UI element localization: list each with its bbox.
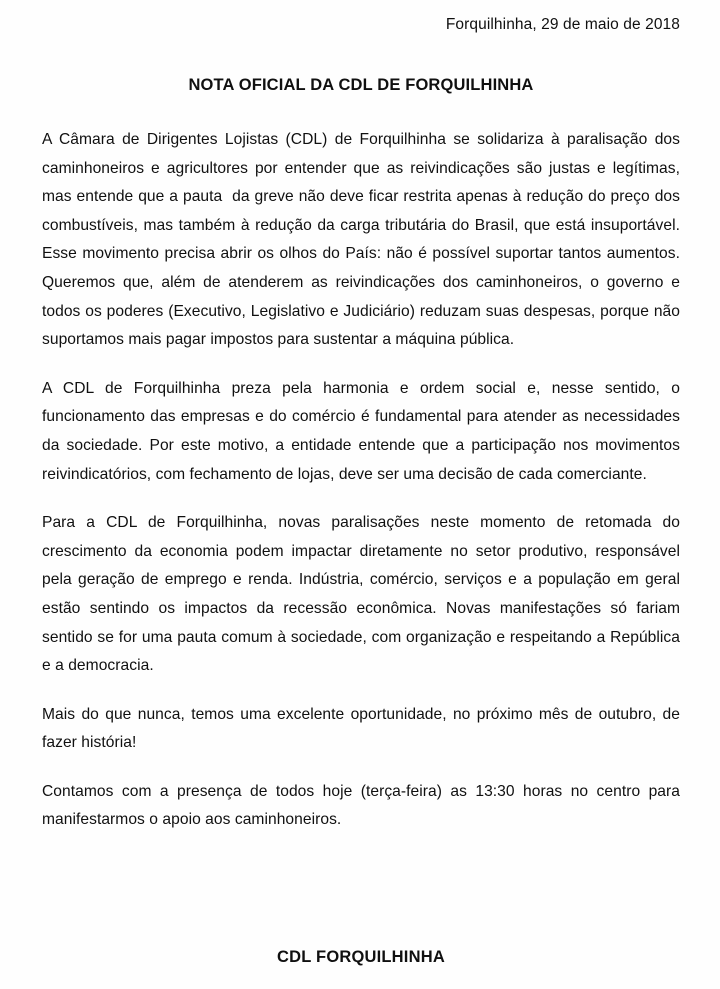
paragraph: Mais do que nunca, temos uma excelente oportunidade, no próximo mês de outubro, de fazer história! xyxy=(42,705,685,752)
document-text-column xyxy=(42,0,685,989)
paragraph: Contamos com a presença de todos hoje (terça-feira) as 13:30 horas no centro para manifestarmos o apoio aos caminhoneiros. xyxy=(42,782,685,829)
paragraph: A Câmara de Dirigentes Lojistas (CDL) de Forquilhinha se solidariza à paralisação dos caminhoneiros e agricultores por entender que as reivindicações são justas e legítimas, mas entende que a pauta da greve não deve ficar restrita apenas à redução do preço dos combustíveis, mas também à redução da carga tributária do Brasil, que está insuportável. Esse movimento precisa abrir os olhos do País: não é possível suportar tantos aumentos. Queremos que, além de atenderem as reivindicações dos caminhoneiros, o governo e todos os poderes (Executivo, Legislativo e Judiciário) reduzam suas despesas, porque não suportamos mais pagar impostos para sustentar a máquina pública. xyxy=(42,131,685,349)
page-title: NOTA OFICIAL DA CDL DE FORQUILHINHA xyxy=(188,76,534,94)
signature-line: CDL FORQUILHINHA xyxy=(277,948,445,966)
document-body xyxy=(42,126,685,835)
paragraph: A CDL de Forquilhinha preza pela harmonia e ordem social e, nesse sentido, o funcionamento das empresas e do comércio é fundamental para atender as necessidades da sociedade. Por este motivo, a entidade entende que a participação nos movimentos reivindicatórios, com fechamento de lojas, deve ser uma decisão de cada comerciante. xyxy=(42,379,685,483)
dateline: Forquilhinha, 29 de maio de 2018 xyxy=(445,16,680,33)
paragraph: Para a CDL de Forquilhinha, novas paralisações neste momento de retomada do crescimento da economia podem impactar diretamente no setor produtivo, responsável pela geração de emprego e renda. Indústria, comércio, serviços e a população em geral estão sentindo os impactos da recessão econômica. Novas manifestações só fariam sentido se for uma pauta comum à sociedade, com organização e respeitando a República e a democracia. xyxy=(42,514,685,675)
